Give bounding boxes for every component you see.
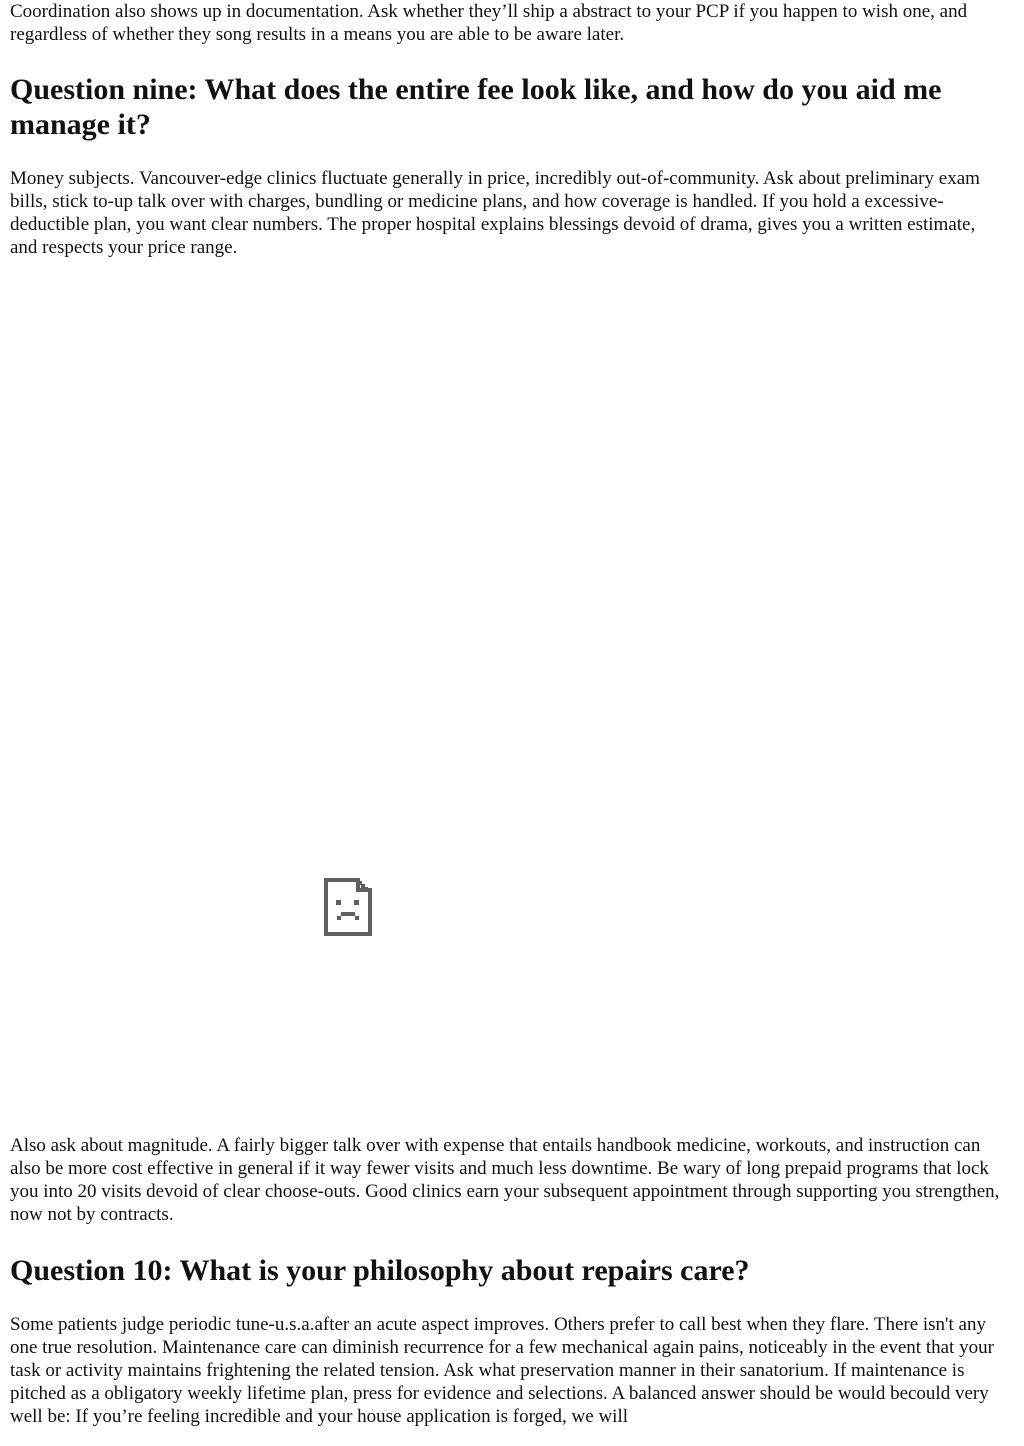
paragraph-magnitude: Also ask about magnitude. A fairly bigger talk over with expense that entails handbook medicine, workouts, and instruction can also be more cost effective in general if it way fewer visits and much less downtime. Be wary of long prepaid programs that lock you into 20 visits devoid of clear choose-outs. Good clinics earn your subsequent appointment through supporting you strengthen, now not by contracts. — [10, 1135, 1000, 1225]
heading-question-nine: Question nine: What does the entire fee look like, and how do you aid me manage it? — [10, 73, 942, 141]
paragraph-coordination: Coordination also shows up in documentation. Ask whether they’ll ship a abstract to your PCP if you happen to wish one, and regardless of whether they song results in a means you are able to be aware later. — [10, 1, 968, 45]
paragraph-maintenance: Some patients judge periodic tune-u.s.a.after an acute aspect improves. Others prefer to call best when they flare. There isn't any one true resolution. Maintenance care can diminish recurrence for a few mechanical again pains, noticeably in the event that your task or activity maintains frightening the related tension. Ask what preservation manner in their sanatorium. If maintenance is pitched as a obligatory weekly lifetime plan, press for evidence and selections. A balanced answer should be would becould very well be: If you’re feeling incredible and your house application is forged, we will — [10, 1314, 994, 1427]
paragraph-money: Money subjects. Vancouver-edge clinics fluctuate generally in price, incredibly out-of-community. Ask about preliminary exam bills, stick to-up talk over with charges, bundling or medicine plans, and how coverage is handled. If you hold a excessive-deductible plan, you want clear numbers. The proper hospital explains blessings devoid of drama, gives you a written estimate, and respects your price range. — [10, 168, 980, 258]
heading-question-ten: Question 10: What is your philosophy about repairs care? — [10, 1254, 750, 1287]
broken-image-icon — [324, 878, 372, 936]
